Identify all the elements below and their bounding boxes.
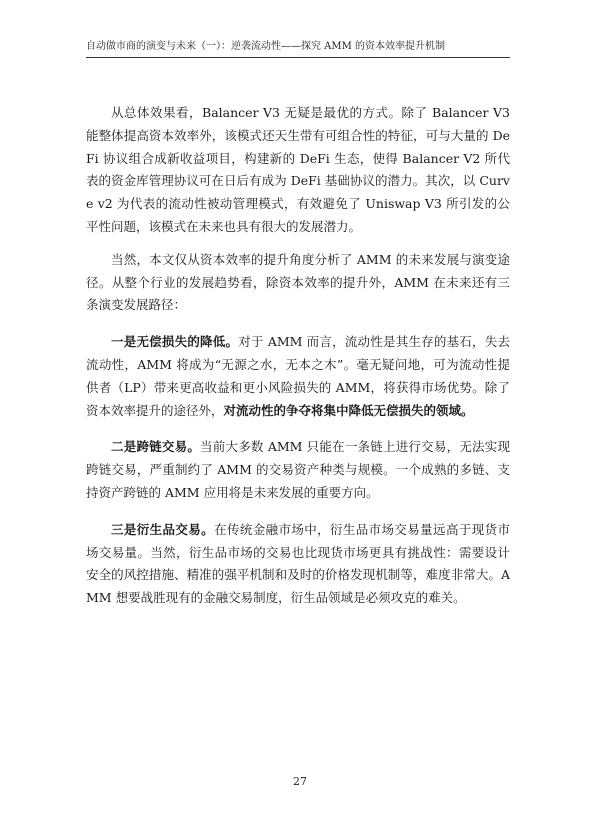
text-run: 当前大多数 AMM 只能在一条链上进行交易，无法实现跨链交易，严重制约了 AMM 的交易资产种类与规模。一个成熟的多链、支持资产跨链的 AMM 应用将是未来发展的重要方向。 bbox=[86, 439, 510, 500]
running-header: 自动做市商的演变与未来（一）：逆袭流动性——探究 AMM 的资本效率提升机制 bbox=[86, 41, 446, 52]
page-number: 27 bbox=[293, 775, 307, 788]
paragraph bbox=[86, 436, 510, 504]
bold-phrase: 一是无偿损失的降低。 bbox=[111, 334, 239, 350]
paragraph bbox=[86, 519, 510, 610]
text-run: 当然，本文仅从资本效率的提升角度分析了 AMM 的未来发展与演变途径。从整个行业的发展趋势看，除资本效率的提升外，AMM 在未来还有三条演变发展路径： bbox=[86, 251, 510, 313]
text-run: 对于 AMM 而言，流动性是其生存的基石，失去流动性，AMM 将成为“无源之水，无本之木”。毫无疑问地，可为流动性提供者（LP）带来更高收益和更小风险损失的 AMM，将获得市场优势。除了资本效率提升的途径外， bbox=[86, 334, 510, 418]
bold-phrase: 二是跨链交易。 bbox=[111, 439, 201, 455]
bold-phrase: 对流动性的争夺将集中降低无偿损失的领域。 bbox=[223, 402, 474, 418]
paragraph bbox=[86, 249, 510, 317]
bold-phrase: 三是衍生品交易。 bbox=[111, 521, 215, 537]
header-divider bbox=[86, 57, 510, 58]
body-text bbox=[86, 102, 510, 624]
paragraph bbox=[86, 331, 510, 422]
text-run: 从总体效果看，Balancer V3 无疑是最优的方式。除了 Balancer V3 能整体提高资本效率外，该模式还天生带有可组合性的特征，可与大量的 DeFi 协议组合成新收益项目，构建新的 DeFi 生态，使得 Balancer V2 所代表的资金库管理协议可在日后有成为 DeFi 基础协议的潜力。其次，以 Curve v2 为代表的流动性被动管理模式，有效避免了 Uniswap V3 所引发的公平性问题，该模式在未来也具有很大的发展潜力。 bbox=[86, 105, 510, 234]
paragraph bbox=[86, 102, 510, 239]
text-run: 在传统金融市场中，衍生品市场交易量远高于现货市场交易量。当然，衍生品市场的交易也比现货市场更具有挑战性：需要设计安全的风控措施、精准的强平机制和及时的价格发现机制等，难度非常大。AMM 想要战胜现有的金融交易制度，衍生品领域是必须攻克的难关。 bbox=[86, 521, 510, 606]
